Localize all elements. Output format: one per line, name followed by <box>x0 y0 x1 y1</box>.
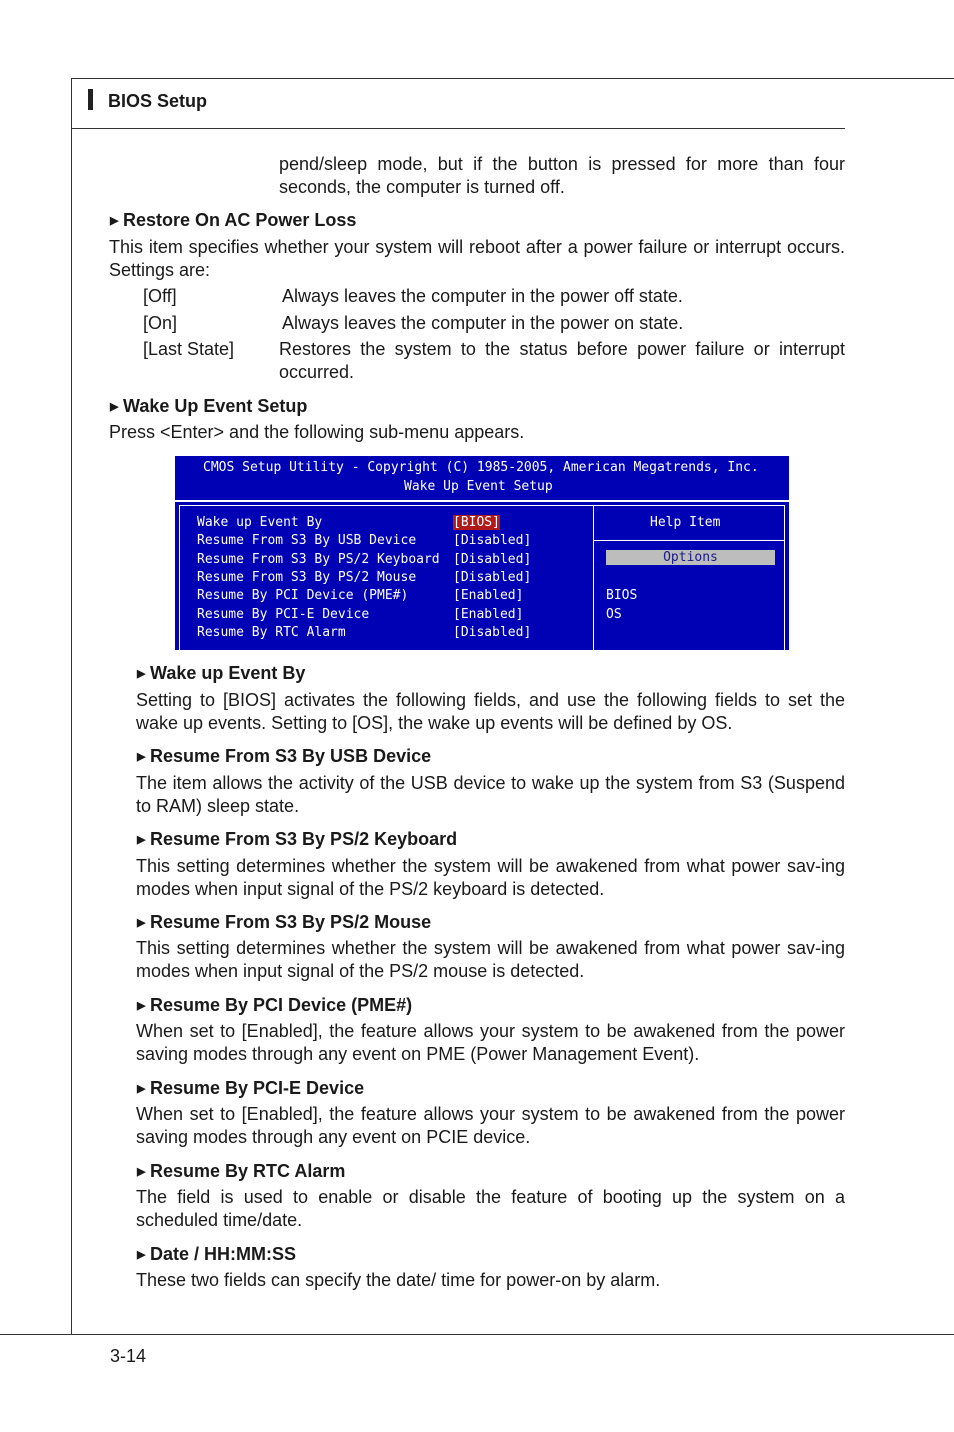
option-text: Restores the system to the status before power failure or interrupt occurred. <box>279 339 845 382</box>
section-heading: ▶ Resume By RTC Alarm <box>137 1160 345 1184</box>
bios-help-title: Help Item <box>650 515 721 530</box>
option-key: [Last State] <box>143 339 235 359</box>
bios-item-label[interactable]: Resume From S3 By USB Device <box>197 533 417 548</box>
bios-help-divider <box>593 540 785 541</box>
option-text: Always leaves the computer in the power on state. <box>282 313 684 333</box>
page-number: 3-14 <box>110 1346 147 1366</box>
footer-rule <box>0 1334 954 1335</box>
bios-item-value[interactable]: [Disabled] <box>453 570 532 585</box>
section-heading: ▶ Resume By PCI-E Device <box>137 1077 364 1101</box>
header-bar-icon <box>88 89 93 110</box>
section-heading: ▶ Wake up Event By <box>137 662 305 686</box>
header-rule <box>71 128 845 129</box>
bullet-arrow-icon: ▶ <box>137 1249 146 1261</box>
bios-subtitle: Wake Up Event Setup <box>404 479 553 494</box>
option-key: [Off] <box>143 286 177 306</box>
section-desc: These two fields can specify the date/ time for power-on by alarm. <box>136 1270 661 1290</box>
section-desc: This setting determines whether the system will be awakened from what power sav-ing modes when input signal of the PS/2 mouse is detected. <box>136 938 845 981</box>
bullet-arrow-icon: ▶ <box>137 751 146 763</box>
wake-setup-desc: Press <Enter> and the following sub-menu appears. <box>109 422 525 442</box>
bios-divider <box>175 500 789 502</box>
option-key: [On] <box>143 313 178 333</box>
section-desc: Setting to [BIOS] activates the following fields, and use the following fields to set the wake up events. Setting to [OS], the wake up events will be defined by OS. <box>136 690 845 733</box>
section-heading: ▶ Resume From S3 By USB Device <box>137 745 431 769</box>
page-header-title: BIOS Setup <box>108 91 208 111</box>
bullet-arrow-icon: ▶ <box>137 1166 146 1178</box>
section-heading: ▶ Resume From S3 By PS/2 Keyboard <box>137 828 457 852</box>
bios-item-label[interactable]: Wake up Event By <box>197 515 323 530</box>
section-desc: When set to [Enabled], the feature allows your system to be awakened from the power saving modes through any event on PME (Power Management Event). <box>136 1021 845 1064</box>
bios-item-value[interactable]: [Enabled] <box>453 588 524 603</box>
section-desc: When set to [Enabled], the feature allows your system to be awakened from the power saving modes through any event on PCIE device. <box>136 1104 845 1147</box>
bios-item-label[interactable]: Resume By PCI-E Device <box>197 607 370 622</box>
bios-title: CMOS Setup Utility - Copyright (C) 1985-2005, American Megatrends, Inc. <box>203 460 759 475</box>
restore-ac-heading: ▶ Restore On AC Power Loss <box>110 209 356 233</box>
bullet-arrow-icon: ▶ <box>137 917 146 929</box>
section-desc: The item allows the activity of the USB device to wake up the system from S3 (Suspend to RAM) sleep state. <box>136 773 845 816</box>
bullet-arrow-icon: ▶ <box>137 834 146 846</box>
option-text: Always leaves the computer in the power off state. <box>282 286 683 306</box>
top-rule <box>71 78 954 79</box>
bullet-arrow-icon: ▶ <box>110 401 119 413</box>
section-desc: The field is used to enable or disable the feature of booting up the system on a scheduled time/date. <box>136 1187 845 1230</box>
bios-box-right <box>784 505 785 650</box>
bios-help-option: OS <box>606 607 622 622</box>
wake-setup-heading: ▶ Wake Up Event Setup <box>110 395 307 419</box>
bios-screenshot <box>175 456 789 650</box>
bullet-arrow-icon: ▶ <box>110 215 119 227</box>
intro-continuation: pend/sleep mode, but if the button is pressed for more than four seconds, the computer is turned off. <box>279 154 845 197</box>
bios-item-label[interactable]: Resume From S3 By PS/2 Mouse <box>197 570 417 585</box>
section-heading: ▶ Resume By PCI Device (PME#) <box>137 994 412 1018</box>
bios-item-label[interactable]: Resume By PCI Device (PME#) <box>197 588 409 603</box>
bios-box-left <box>179 505 180 650</box>
bios-item-value[interactable]: [Disabled] <box>453 533 532 548</box>
bullet-arrow-icon: ▶ <box>137 1083 146 1095</box>
bullet-arrow-icon: ▶ <box>137 668 146 680</box>
bios-item-value[interactable]: [Enabled] <box>453 607 524 622</box>
bios-item-label[interactable]: Resume By RTC Alarm <box>197 625 346 640</box>
bios-item-value[interactable]: [Disabled] <box>453 552 532 567</box>
bios-item-value[interactable]: [Disabled] <box>453 625 532 640</box>
restore-ac-desc: This item specifies whether your system will reboot after a power failure or interrupt occurs. Settings are: <box>109 237 845 280</box>
bullet-arrow-icon: ▶ <box>137 1000 146 1012</box>
bios-help-option: BIOS <box>606 588 638 603</box>
section-heading: ▶ Date / HH:MM:SS <box>137 1243 296 1267</box>
bios-item-value-selected[interactable]: [BIOS] <box>453 515 500 530</box>
left-margin-rule <box>71 78 72 1335</box>
section-heading: ▶ Resume From S3 By PS/2 Mouse <box>137 911 431 935</box>
bios-box-split <box>593 505 594 650</box>
bios-options-label: Options <box>606 550 775 565</box>
bios-item-label[interactable]: Resume From S3 By PS/2 Keyboard <box>197 552 440 567</box>
bios-box-top <box>179 505 785 506</box>
section-desc: This setting determines whether the system will be awakened from what power sav-ing modes when input signal of the PS/2 keyboard is detected. <box>136 856 845 899</box>
